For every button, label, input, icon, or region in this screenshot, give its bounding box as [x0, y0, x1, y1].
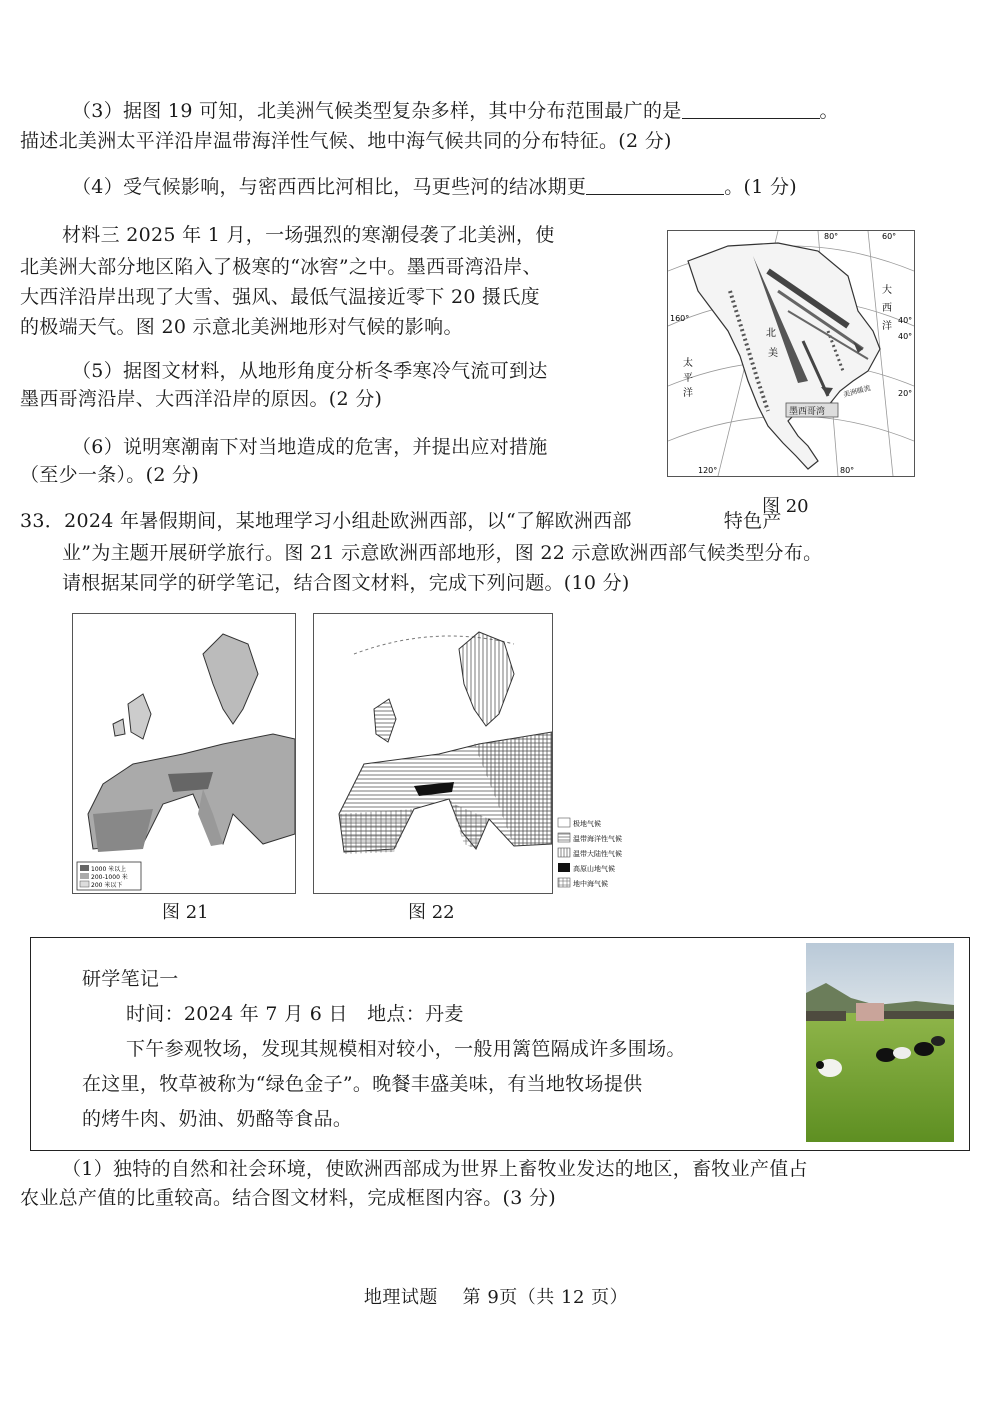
- q33-line2: 业”为主题开展研学旅行。图 21 示意欧洲西部地形，图 22 示意欧洲西部气候类型分布。: [62, 542, 823, 564]
- q3-text: （3）据图 19 可知，北美洲气候类型复杂多样，其中分布范围最广的是: [72, 100, 682, 122]
- figure-20-map: [667, 230, 915, 477]
- lon-80-bottom: 80°: [840, 466, 855, 475]
- fig21-legend-high: 1000 米以上: [91, 866, 127, 873]
- north-america-terrain-svg: [668, 231, 914, 476]
- note-body-2: 在这里，牧草被称为“绿色金子”。晚餐丰盛美味，有当地牧场提供: [82, 1073, 643, 1095]
- lon-160: 160°: [670, 314, 690, 323]
- lat-40-a: 40°: [898, 316, 913, 325]
- material3-line-2: 北美洲大部分地区陷入了极寒的“冰窖”之中。墨西哥湾沿岸、: [20, 256, 542, 278]
- q3-line1: [72, 98, 839, 124]
- q33-1-line1: （1）独特的自然和社会环境，使欧洲西部成为世界上畜牧业发达的地区，畜牧业产值占: [62, 1158, 808, 1180]
- europe-terrain-svg: [73, 614, 295, 893]
- america-label: 美: [768, 348, 778, 359]
- europe-climate-svg: [314, 614, 552, 893]
- figure-21-caption: 图 21: [162, 902, 209, 923]
- north-america-outline: [688, 243, 880, 469]
- north-label: 北: [766, 328, 776, 339]
- q4-line: [72, 174, 797, 200]
- q3-line2: 描述北美洲太平洋沿岸温带海洋性气候、地中海气候共同的分布特征。(2 分): [20, 130, 672, 152]
- note-body-1: 下午参观牧场，发现其规模相对较小，一般用篱笆隔成许多围场。: [126, 1038, 686, 1060]
- note-title: 研学笔记一: [82, 968, 179, 990]
- lon-80-top: 80°: [824, 232, 839, 241]
- material3-line-3: 大西洋沿岸出现了大雪、强风、最低气温接近零下 20 摄氏度: [20, 286, 540, 308]
- figure-21-map: [72, 613, 296, 894]
- warm-current-label: 美洲暖流: [842, 383, 872, 399]
- q33-line1: [20, 508, 782, 534]
- q33-text-a: 33．2024 年暑假期间，某地理学习小组赴欧洲西部，以“了解欧洲西部: [20, 510, 632, 532]
- atlantic-label-3: 洋: [882, 321, 892, 332]
- q4-score: 。(1 分): [724, 176, 797, 198]
- pasture-photo: [806, 943, 954, 1142]
- material3-line-4: 的极端天气。图 20 示意北美洲地形对气候的影响。: [20, 316, 463, 338]
- gulf-label: 墨西哥湾: [789, 407, 826, 417]
- page-footer: 地理试题 第 9页（共 12 页）: [363, 1287, 629, 1308]
- q33-line3: 请根据某同学的研学笔记，结合图文材料，完成下列问题。(10 分): [62, 572, 630, 594]
- q33-text-b: 特色产: [723, 510, 782, 532]
- q5-line2: 墨西哥湾沿岸、大西洋沿岸的原因。(2 分): [20, 388, 383, 410]
- lon-120: 120°: [698, 466, 718, 475]
- note-time-location: 时间：2024 年 7 月 6 日 地点：丹麦: [126, 1003, 464, 1025]
- figure-22-legend: [557, 815, 649, 891]
- q5-line1: （5）据图文材料，从地形角度分析冬季寒冷气流可到达: [72, 360, 548, 382]
- material3-line-1: 材料三 2025 年 1 月，一场强烈的寒潮侵袭了北美洲，使: [62, 224, 555, 246]
- q4-answer-blank[interactable]: [586, 176, 724, 195]
- q33-1-line2: 农业总产值的比重较高。结合图文材料，完成框图内容。(3 分): [20, 1187, 556, 1209]
- lat-20: 20°: [898, 389, 913, 398]
- atlantic-label-2: 西: [882, 303, 892, 314]
- q3-punct: 。: [819, 100, 839, 122]
- lat-40-b: 40°: [898, 332, 913, 341]
- fig21-legend-mid: 200-1000 米: [91, 874, 128, 881]
- fig22-legend-highland: 高原山地气候: [573, 865, 615, 873]
- fig22-legend-mediterranean: 地中海气候: [573, 880, 608, 888]
- pacific-label-1: 太: [683, 358, 693, 369]
- atlantic-label-1: 大: [882, 285, 892, 296]
- pacific-label-3: 洋: [683, 388, 693, 399]
- fig21-legend-low: 200 米以下: [91, 882, 123, 889]
- q6-line1: （6）说明寒潮南下对当地造成的危害，并提出应对措施: [72, 436, 548, 458]
- figure-22-caption: 图 22: [408, 902, 455, 923]
- fig22-legend-polar: 极地气候: [573, 820, 601, 828]
- figure-22-map: [313, 613, 553, 894]
- q4-text: （4）受气候影响，与密西西比河相比，马更些河的结冰期更: [72, 176, 587, 198]
- figure-20-caption: 图 20: [762, 496, 809, 517]
- lon-60-top: 60°: [882, 232, 897, 241]
- fig22-legend-continental: 温带大陆性气候: [573, 850, 622, 858]
- note-body-3: 的烤牛肉、奶油、奶酪等食品。: [82, 1108, 353, 1130]
- pacific-label-2: 平: [683, 373, 693, 384]
- fig22-legend-maritime: 温带海洋性气候: [573, 835, 622, 843]
- q6-line2: （至少一条）。(2 分): [20, 464, 200, 486]
- q3-answer-blank[interactable]: [682, 100, 820, 119]
